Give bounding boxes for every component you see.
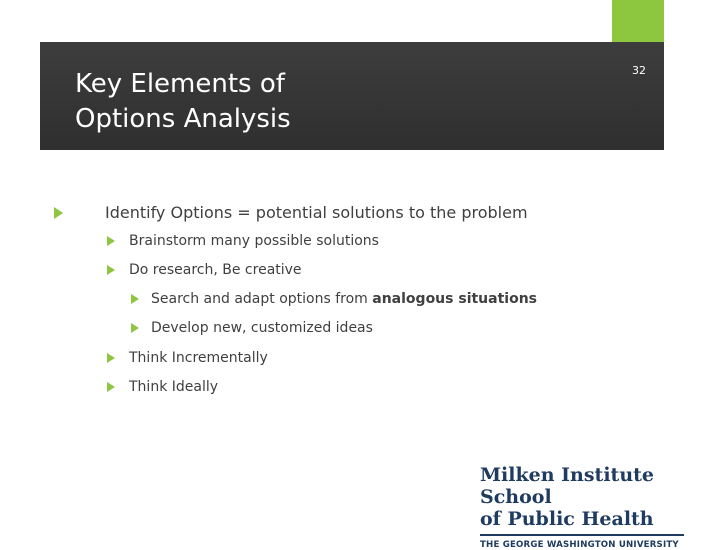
bullet-triangle-icon bbox=[54, 207, 63, 219]
bullet-text-prefix: Search and adapt options from bbox=[151, 291, 373, 307]
bullet-triangle-icon bbox=[131, 323, 139, 333]
logo-line3: THE GEORGE WASHINGTON UNIVERSITY bbox=[480, 540, 679, 550]
bullet-text: Think Incrementally bbox=[129, 350, 268, 366]
bullet-text: Develop new, customized ideas bbox=[151, 320, 373, 336]
bullet-triangle-icon bbox=[107, 353, 115, 363]
bullet-text-emphasis: analogous situations bbox=[372, 291, 538, 307]
slide-title bbox=[75, 67, 575, 137]
slide-number: 32 bbox=[632, 64, 646, 77]
bullet-triangle-icon bbox=[131, 294, 139, 304]
bullet-item bbox=[107, 233, 379, 249]
logo-line2: of Public Health bbox=[480, 508, 654, 530]
bullet-text: Brainstorm many possible solutions bbox=[129, 233, 379, 249]
bullet-text: Identify Options = potential solutions to the problem bbox=[105, 203, 528, 222]
logo-divider bbox=[480, 534, 684, 536]
institution-logo bbox=[480, 464, 690, 550]
bullet-text bbox=[151, 291, 537, 307]
bullet-text: Do research, Be creative bbox=[129, 262, 302, 278]
bullet-item bbox=[107, 379, 218, 395]
bullet-triangle-icon bbox=[107, 236, 115, 246]
bullet-item bbox=[107, 350, 268, 366]
bullet-item bbox=[131, 320, 373, 336]
bullet-triangle-icon bbox=[107, 265, 115, 275]
slide-title-line1: Key Elements of bbox=[75, 69, 285, 99]
bullet-item bbox=[131, 291, 537, 307]
slide-title-line2: Options Analysis bbox=[75, 104, 291, 134]
bullet-text: Think Ideally bbox=[129, 379, 219, 395]
bullet-item bbox=[107, 262, 302, 278]
bullet-item bbox=[54, 203, 528, 222]
logo-line1: Milken Institute School bbox=[480, 464, 654, 508]
bullet-triangle-icon bbox=[107, 382, 115, 392]
